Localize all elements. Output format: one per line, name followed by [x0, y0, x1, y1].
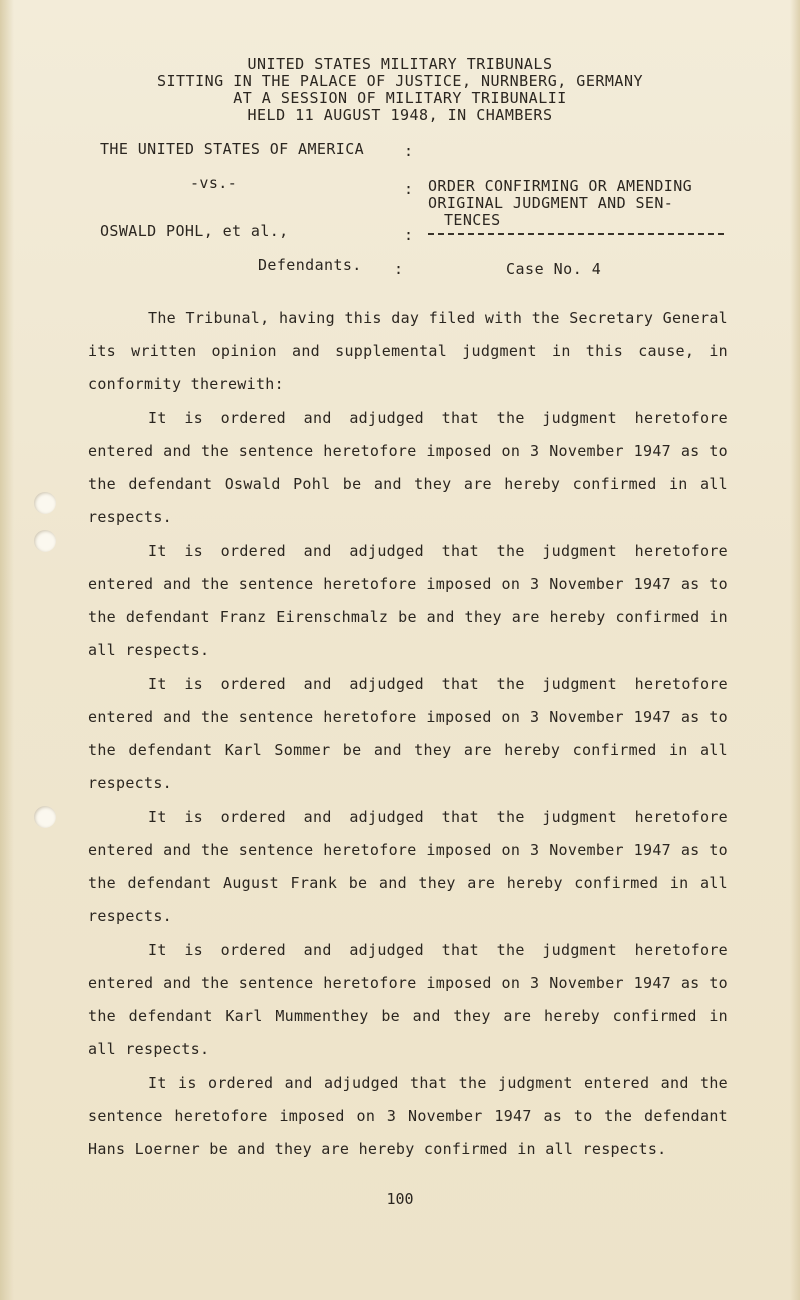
caption-colon: : [404, 142, 414, 160]
dashed-divider [428, 233, 724, 235]
order-title-line-2: ORIGINAL JUDGMENT AND SEN- [428, 194, 674, 212]
paper-edge-right [790, 0, 800, 1300]
defendants-label: Defendants. [258, 256, 362, 274]
plaintiff-name: THE UNITED STATES OF AMERICA [100, 140, 365, 158]
paragraph-loerner: It is ordered and adjudged that the judgment entered and the sentence heretofore imposed on 3 November 1947 as to the defendant Hans Loerner be and they are hereby confirmed in all respects. [88, 1074, 728, 1158]
header-line-2: SITTING IN THE PALACE OF JUSTICE, NURNBERG, GERMANY [156, 72, 644, 90]
paragraph-eirenschmalz: It is ordered and adjudged that the judgment heretofore entered and the sentence heretofore imposed on 3 November 1947 as to the defendant Franz Eirenschmalz be and they are hereby confirmed in all respects. [88, 542, 728, 659]
versus-label: -vs.- [190, 174, 238, 192]
page-number: 100 [386, 1190, 414, 1208]
header-line-4: HELD 11 AUGUST 1948, IN CHAMBERS [247, 106, 553, 124]
paragraph-preamble: The Tribunal, having this day filed with the Secretary General its written opinion and supplemental judgment in this cause, in conformity therewith: [88, 309, 728, 393]
paper-edge-left [0, 0, 14, 1300]
header-line-1: UNITED STATES MILITARY TRIBUNALS [247, 55, 553, 73]
order-title-line-1: ORDER CONFIRMING OR AMENDING [428, 177, 693, 195]
paragraph-mummenthey: It is ordered and adjudged that the judgment heretofore entered and the sentence heretofore imposed on 3 November 1947 as to the defendant Karl Mummenthey be and they are hereby confirmed in all respects. [88, 941, 728, 1058]
header-line-3: AT A SESSION OF MILITARY TRIBUNALII [233, 89, 567, 107]
caption-colon: : [404, 226, 414, 244]
paragraph-frank: It is ordered and adjudged that the judgment heretofore entered and the sentence heretofore imposed on 3 November 1947 as to the defendant August Frank be and they are hereby confirmed in all respects. [88, 808, 728, 925]
caption-colon: : [404, 180, 414, 198]
punch-hole-icon [34, 530, 56, 552]
order-title-line-3: TENCES [444, 211, 501, 229]
document-header [0, 56, 800, 124]
paragraph-pohl: It is ordered and adjudged that the judgment heretofore entered and the sentence heretofore imposed on 3 November 1947 as to the defendant Oswald Pohl be and they are hereby confirmed in all respects. [88, 409, 728, 526]
caption-colon: : [394, 260, 404, 278]
case-number: Case No. 4 [506, 260, 602, 278]
punch-hole-icon [34, 806, 56, 828]
punch-hole-icon [34, 492, 56, 514]
order-body [88, 302, 728, 1167]
paragraph-sommer: It is ordered and adjudged that the judgment heretofore entered and the sentence heretofore imposed on 3 November 1947 as to the defendant Karl Sommer be and they are hereby confirmed in all respects. [88, 675, 728, 792]
order-title [428, 178, 692, 229]
defendant-name: OSWALD POHL, et al., [100, 222, 289, 240]
